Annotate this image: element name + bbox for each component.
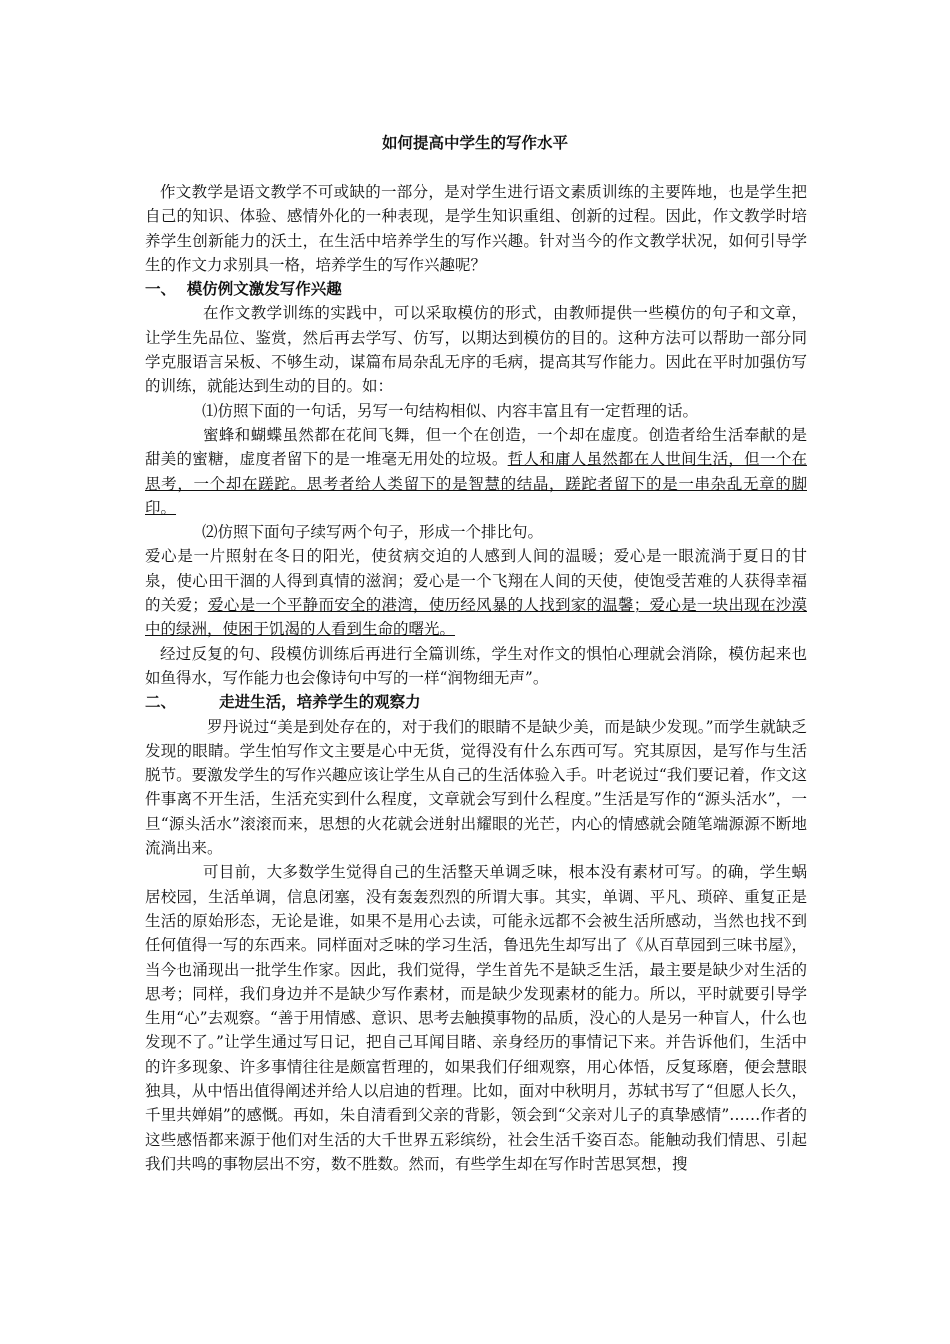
example-text: 蜜蜂和蝴蝶虽然都在花间飞舞，但一个在创造，一个却在虚度。创造者给生活奉献的是甜美的蜜糖，虚度者留下的是一堆毫无用处的垃圾。	[145, 425, 807, 469]
section-heading-1: 一、 模仿例文激发写作兴趣	[145, 280, 342, 299]
example-paragraph-1	[145, 423, 807, 520]
document-body	[145, 180, 807, 1176]
underlined-answer: 爱心是一个平静而安全的港湾，使历经风暴的人找到家的温馨；爱心是一块出现在沙漠中的绿洲，使困于饥渴的人看到生命的曙光。	[145, 596, 807, 639]
example-text: 爱心是一片照射在冬日的阳光，使贫病交迫的人感到人间的温暖；爱心是一眼流淌于夏日的甘泉，使心田干涸的人得到真情的滋润；爱心是一个飞翔在人间的天使，使饱受苦难的人获得幸福的关爱；	[145, 547, 807, 615]
section-heading-2: 二、 走进生活，培养学生的观察力	[145, 693, 421, 712]
page-title: 如何提高中学生的写作水平	[381, 134, 568, 152]
intro-paragraph: 作文教学是语文教学不可或缺的一部分，是对学生进行语文素质训练的主要阵地，也是学生把自己的知识、体验、感情外化的一种表现，是学生知识重组、创新的过程。因此，作文教学时培养学生创新能力的沃土，在生活中培养学生的写作兴趣。针对当今的作文教学状况，如何引导学生的作文力求别具一格，培养学生的写作兴趣呢？	[145, 183, 807, 274]
underlined-answer: 哲人和庸人虽然都在人世间生活，但一个在思考，一个却在蹉跎。思考者给人类留下的是智慧的结晶，蹉跎者留下的是一串杂乱无章的脚印。	[145, 450, 807, 517]
section1-paragraph-2: 经过反复的句、段模仿训练后再进行全篇训练，学生对作文的惧怕心理就会消除，模仿起来也如鱼得水，写作能力也会像诗句中写的一样“润物细无声”。	[145, 644, 807, 687]
exercise-item-2: ⑵仿照下面句子续写两个句子，形成一个排比句。	[202, 523, 544, 542]
section1-paragraph-1: 在作文教学训练的实践中，可以采取模仿的形式，由教师提供一些模仿的句子和文章，让学生先品位、鉴赏，然后再去学写、仿写，以期达到模仿的目的。这种方法可以帮助一部分同学克服语言呆板、不够生动，谋篇布局杂乱无序的毛病，提高其写作能力。因此在平时加强仿写的训练，就能达到生动的目的。如：	[145, 304, 807, 396]
example-paragraph-2	[145, 544, 807, 641]
section2-paragraph-1: 罗丹说过“美是到处存在的，对于我们的眼睛不是缺少美，而是缺少发现。”而学生就缺乏发现的眼睛。学生怕写作文主要是心中无货，觉得没有什么东西可写。究其原因，是写作与生活脱节。要激发学生的写作兴趣应该让学生从自己的生活体验入手。叶老说过“我们要记着，作文这件事离不开生活，生活充实到什么程度，文章就会写到什么程度。”生活是写作的“源头活水”，一旦“源头活水”滚滚而来，思想的火花就会迸射出耀眼的光芒，内心的情感就会随笔端源源不断地流淌出来。	[145, 717, 807, 858]
section2-paragraph-2: 可目前，大多数学生觉得自己的生活整天单调乏味，根本没有素材可写。的确，学生蜗居校园，生活单调，信息闭塞，没有轰轰烈烈的所谓大事。其实，单调、平凡、琐碎、重复正是生活的原始形态，无论是谁，如果不是用心去读，可能永远都不会被生活所感动，当然也找不到任何值得一写的东西来。同样面对乏味的学习生活，鲁迅先生却写出了《从百草园到三味书屋》，当今也涌现出一批学生作家。因此，我们觉得，学生首先不是缺乏生活，最主要是缺少对生活的思考；同样，我们身边并不是缺少写作素材，而是缺少发现素材的能力。所以，平时就要引导学生用“心”去观察。“善于用情感、意识、思考去触摸事物的品质，没心的人是另一种盲人，什么也发现不了。”让学生通过写日记，把自己耳闻目睹、亲身经历的事情记下来。并告诉他们，生活中的许多现象、许多事情往往是颇富哲理的，如果我们仔细观察，用心体悟，反复琢磨，便会慧眼独具，从中悟出值得阐述并给人以启迪的哲理。比如，面对中秋明月，苏轼书写了“但愿人长久，千里共婵娟”的感慨。再如，朱自清看到父亲的背影，领会到“父亲对儿子的真挚感情”……作者的这些感悟都来源于他们对生活的大千世界五彩缤纷，社会生活千姿百态。能触动我们情思、引起我们共鸣的事物层出不穷，数不胜数。然而，有些学生却在写作时苦思冥想，搜	[145, 863, 807, 1173]
exercise-item-1: ⑴仿照下面的一句话，另写一句结构相似、内容丰富且有一定哲理的话。	[202, 401, 699, 420]
